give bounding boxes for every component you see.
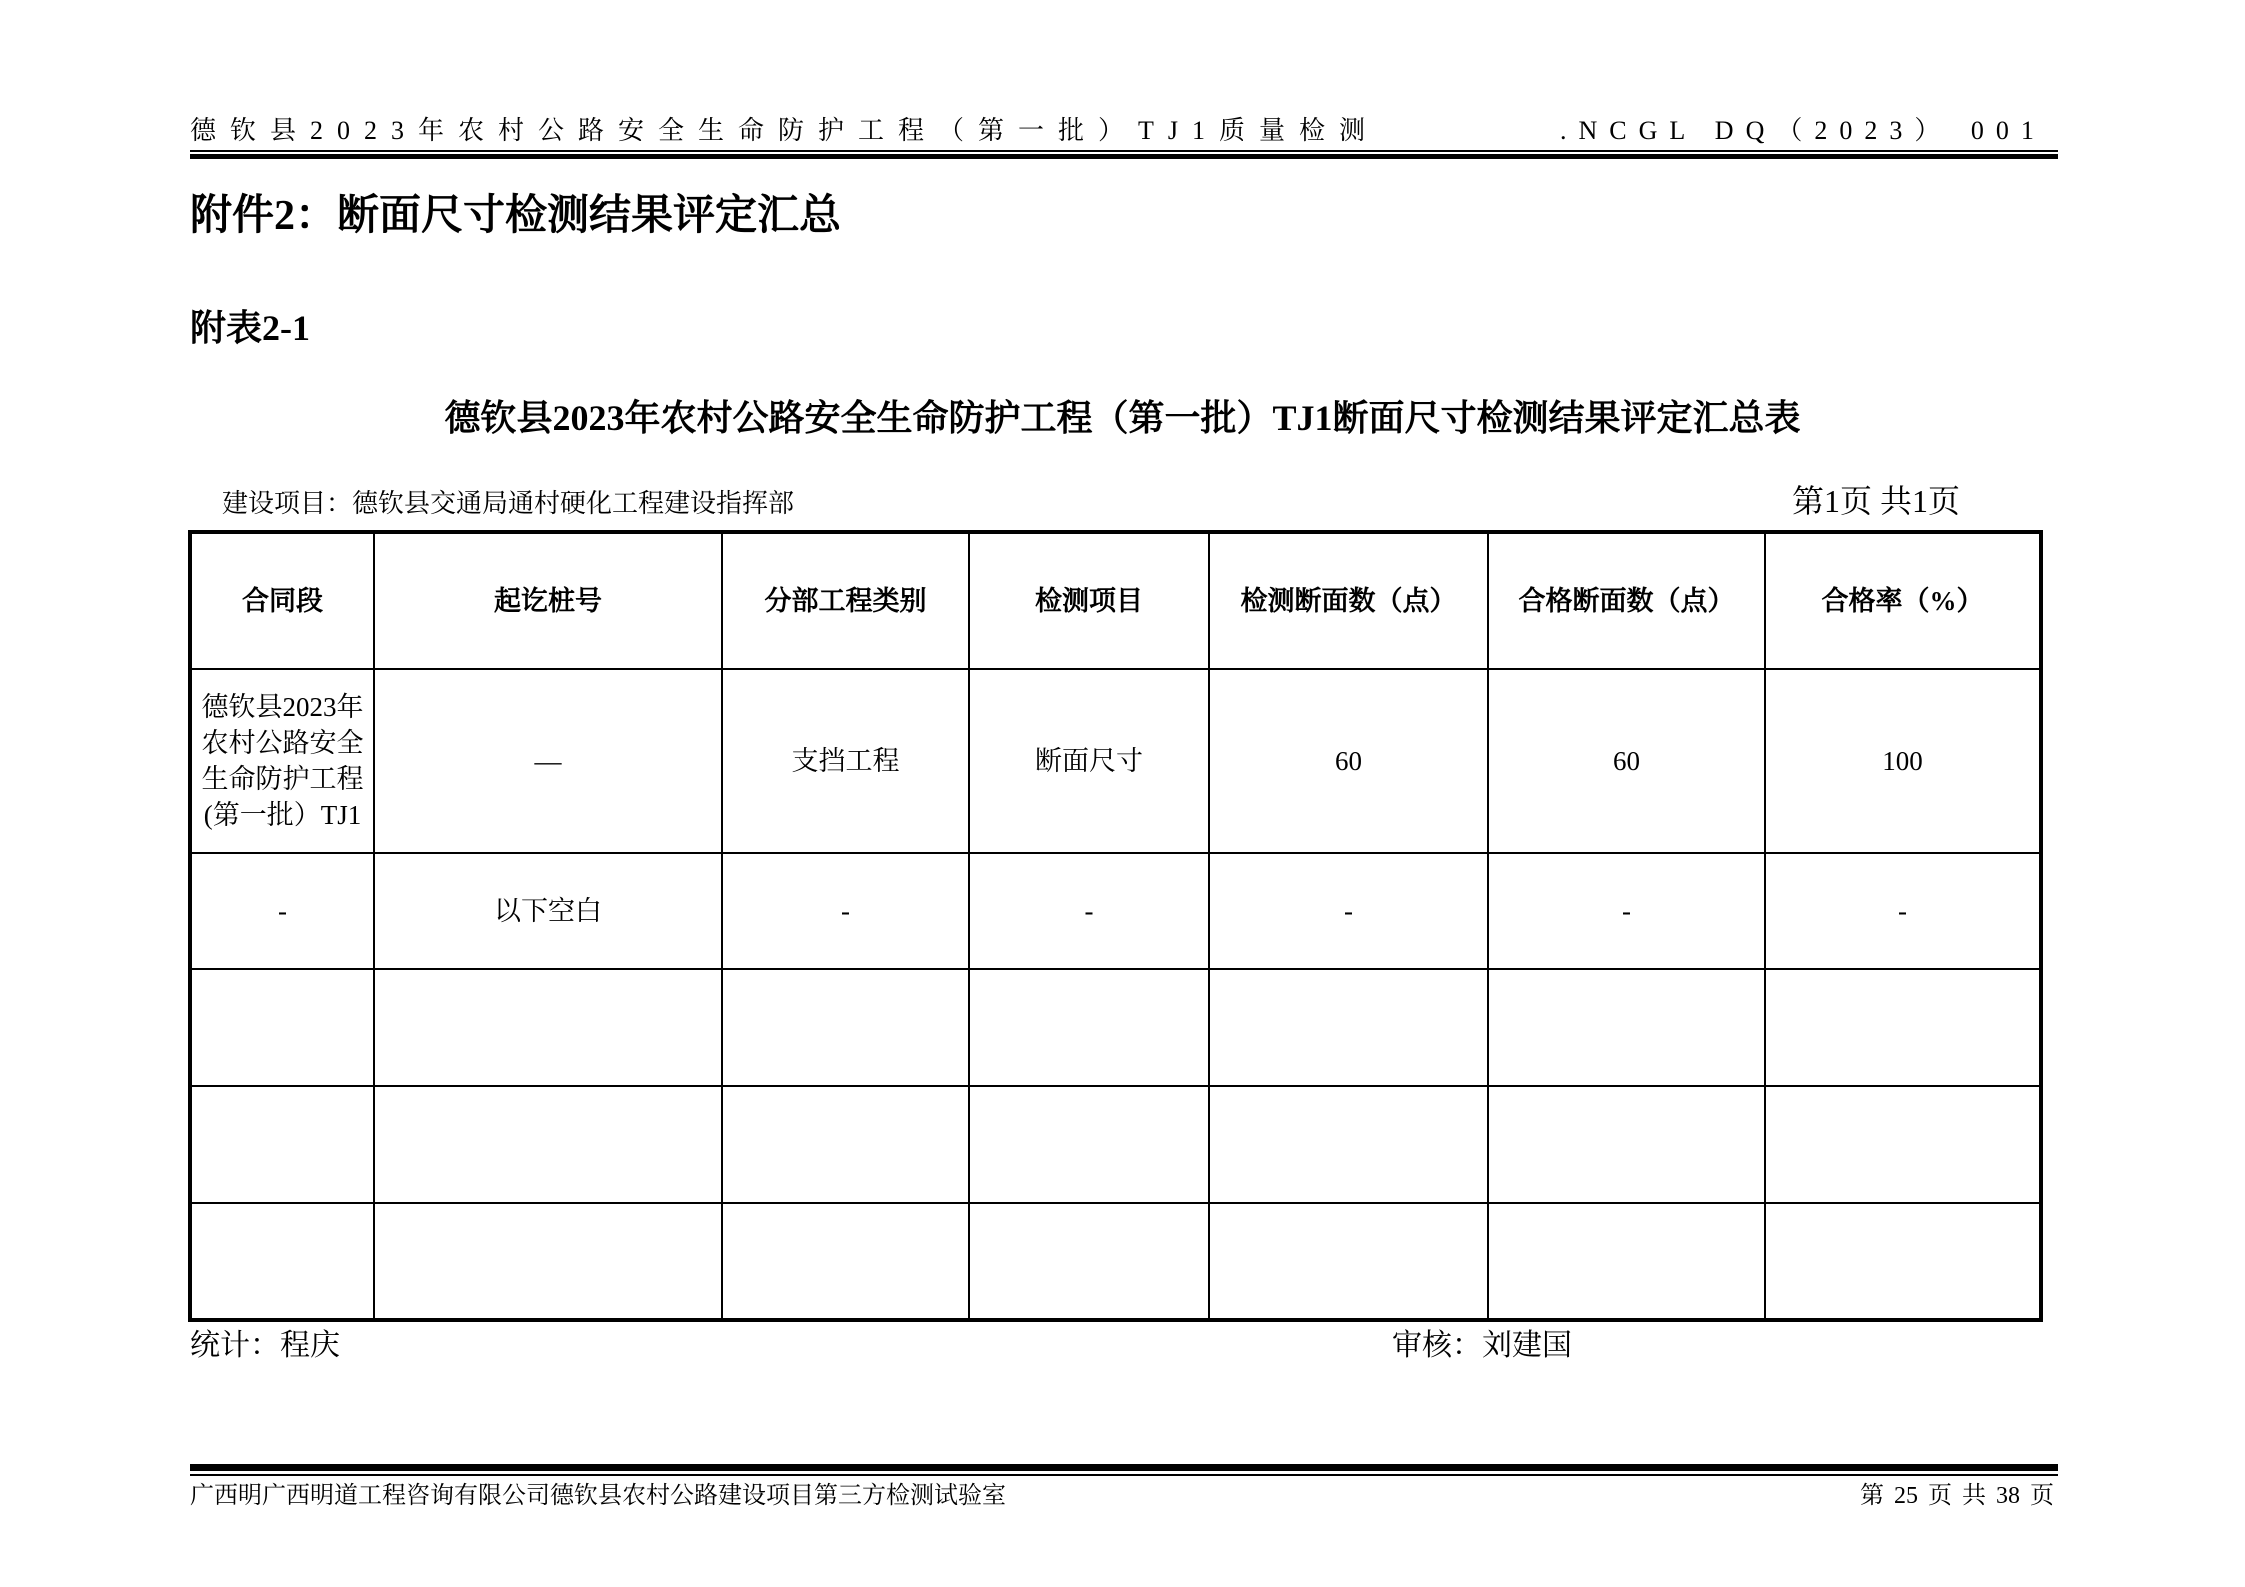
cell-tested-sections: 60 <box>1209 669 1488 853</box>
cell-subproject-type: 支挡工程 <box>722 669 969 853</box>
page-heading: 附件2：断面尺寸检测结果评定汇总 <box>190 193 842 239</box>
header-rule-thick <box>190 154 2058 159</box>
cell-empty <box>1765 1203 2041 1320</box>
cell-empty <box>374 1203 722 1320</box>
table-row <box>190 853 2041 969</box>
cell-empty <box>1488 1086 1765 1203</box>
running-header-title: 德钦县2023年农村公路安全生命防护工程（第一批）TJ1质量检测 <box>190 116 1380 145</box>
cell-empty <box>1765 1086 2041 1203</box>
cell-empty <box>1209 969 1488 1086</box>
cell-empty <box>1209 1203 1488 1320</box>
col-header-subproject-type: 分部工程类别 <box>722 532 969 669</box>
col-header-tested-sections: 检测断面数（点） <box>1209 532 1488 669</box>
col-header-contract-section: 合同段 <box>190 532 374 669</box>
cell-empty <box>722 969 969 1086</box>
cell-empty <box>1488 1203 1765 1320</box>
cell-empty <box>1488 969 1765 1086</box>
cell-pass-rate: 100 <box>1765 669 2041 853</box>
table-row <box>190 669 2041 853</box>
table-row-empty <box>190 1203 2041 1320</box>
col-header-pass-rate: 合格率（%） <box>1765 532 2041 669</box>
cell-chainage: — <box>374 669 722 853</box>
cell-empty <box>722 1203 969 1320</box>
footer-page-number: 第 25 页 共 38 页 <box>1860 1483 2054 1509</box>
cell-empty <box>190 1086 374 1203</box>
running-header-code: .NCGL DQ（2023） 001 <box>1560 116 2046 145</box>
table-header-row <box>190 532 2041 669</box>
cell-passed-sections: 60 <box>1488 669 1765 853</box>
col-header-test-item: 检测项目 <box>969 532 1209 669</box>
cell-empty <box>969 1203 1209 1320</box>
footer-rule-thin <box>190 1474 2058 1476</box>
cell-empty <box>374 1086 722 1203</box>
appendix-table-label: 附表2-1 <box>190 308 310 348</box>
table-row-empty <box>190 1086 2041 1203</box>
cell-empty <box>190 969 374 1086</box>
cell-tested-sections: - <box>1209 853 1488 969</box>
cell-empty <box>969 969 1209 1086</box>
cell-empty <box>969 1086 1209 1203</box>
footer-organization: 广西明广西明道工程咨询有限公司德钦县农村公路建设项目第三方检测试验室 <box>190 1483 1006 1509</box>
cell-empty <box>1209 1086 1488 1203</box>
cell-passed-sections: - <box>1488 853 1765 969</box>
cell-test-item: 断面尺寸 <box>969 669 1209 853</box>
results-summary-table <box>188 530 2043 1322</box>
cell-pass-rate: - <box>1765 853 2041 969</box>
table-row-empty <box>190 969 2041 1086</box>
reviewer-signature: 审核：刘建国 <box>1392 1328 1572 1363</box>
cell-contract-section: 德钦县2023年农村公路安全生命防护工程(第一批）TJ1 <box>190 669 374 853</box>
cell-test-item: - <box>969 853 1209 969</box>
col-header-chainage: 起讫桩号 <box>374 532 722 669</box>
statistician-signature: 统计：程庆 <box>190 1328 340 1363</box>
table-title: 德钦县2023年农村公路安全生命防护工程（第一批）TJ1断面尺寸检测结果评定汇总表 <box>444 398 1801 438</box>
page-count: 第1页 共1页 <box>1792 483 1961 519</box>
cell-chainage: 以下空白 <box>374 853 722 969</box>
project-label: 建设项目：德钦县交通局通村硬化工程建设指挥部 <box>222 489 795 519</box>
footer-rule-thick <box>190 1464 2058 1471</box>
cell-empty <box>1765 969 2041 1086</box>
cell-empty <box>374 969 722 1086</box>
col-header-passed-sections: 合格断面数（点） <box>1488 532 1765 669</box>
cell-subproject-type: - <box>722 853 969 969</box>
header-rule-thin <box>190 150 2058 152</box>
cell-empty <box>722 1086 969 1203</box>
cell-contract-section: - <box>190 853 374 969</box>
cell-empty <box>190 1203 374 1320</box>
